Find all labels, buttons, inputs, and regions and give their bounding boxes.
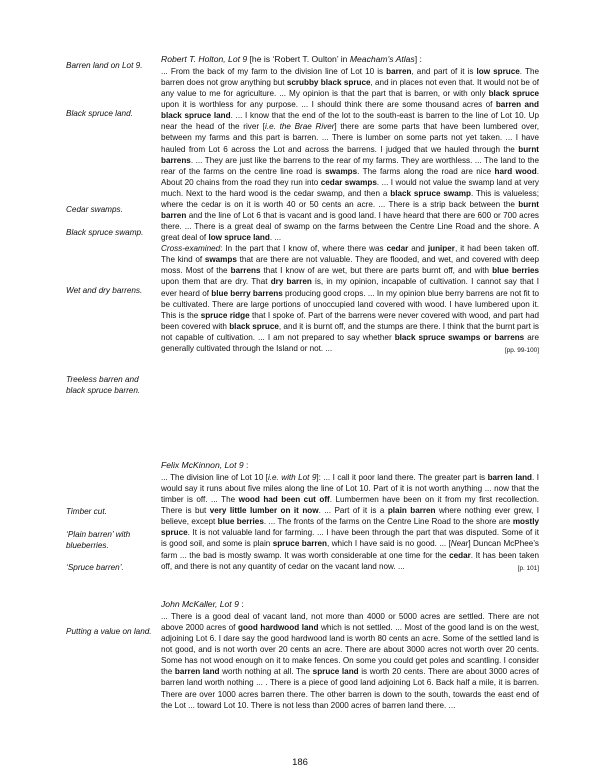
heading-italic: Meacham's Atlas <box>349 54 415 64</box>
emphasis-term: wood had been cut off <box>238 495 330 505</box>
text-run: . It is not valuable land for farming. ... I have been through the part that was disputed. Some of it is good soil, and some is plain <box>161 528 539 549</box>
text-run: is, in my opinion, incapable of cultivation. I cannot say that I ever heard of <box>161 277 540 298</box>
emphasis-term: black spruce swamps or barrens <box>394 332 525 342</box>
text-run: ] there are some parts that have been lumbered over, between my farms and this part is barren. ... There is lumber on some parts not yet taken. ... I have hauled from Lot 6 across the Lot and across the barrens. I judged that we hauled through the <box>161 122 539 154</box>
margin-note: ‘Spruce barren’. <box>66 563 124 572</box>
emphasis-term: very little lumber on it now <box>209 506 319 516</box>
text-run: ] Duncan McPhee’s farm ... the bad is mostly swamp. It was worth considerable at one time for the <box>161 539 539 560</box>
text-run: that are there are not valuable. They are flooded, and wet, and covered with deep moss. Most of the <box>161 255 539 276</box>
text-run: . ... I would not value the swamp land at very much. Next to the hard wood is the cedar swamp, and then a <box>161 177 539 198</box>
text-run: are generally cultivated through the Island or not. ... <box>161 332 539 353</box>
text-run: . I would say it runs about five miles along the line of Lot 10. Part of it is not worth anything ... now that the timber is off. ... The <box>161 473 540 505</box>
text-run: ... From the back of my farm to the division line of Lot 10 is <box>161 67 387 76</box>
margin-note: Black spruce swamp. <box>66 228 144 237</box>
testimony-section <box>161 460 539 574</box>
text-run: ]: ... I call it poor land there. The greater part is <box>316 473 488 482</box>
margin-note: Timber cut. <box>66 507 107 516</box>
paragraph <box>161 243 539 354</box>
emphasis-term: dry barren <box>270 277 312 287</box>
heading-text: : <box>243 460 249 470</box>
text-run: , and it is burnt off, and the stumps are there. I think that the burnt part is not capable of cultivation. ... I am not prepared to say whether <box>161 321 539 342</box>
witness-name: John McKaller, Lot 9 <box>161 599 239 609</box>
text-run: . ... Part of it is a <box>318 506 388 516</box>
margin-note: Treeless barren and black spruce barren. <box>66 375 141 395</box>
text-run: . ... The fronts of the farms on the Centre Line Road to the shore are <box>263 517 513 527</box>
section-heading <box>161 54 539 65</box>
text-run: . About 20 chains from the road they run into <box>161 166 539 187</box>
paragraph <box>161 472 539 572</box>
text-run: and <box>408 244 428 254</box>
emphasis-term: cedar <box>449 550 471 560</box>
emphasis-term: scrubby black spruce <box>286 78 371 88</box>
text-run: upon them that are dry. That <box>161 277 271 287</box>
italic-text: i.e. with Lot 9 <box>267 473 317 482</box>
text-run: . ... I know that the end of the lot to the south-east is barren to the line of Lot 10. Up near the head of the river [ <box>161 111 539 132</box>
text-run: , and in places not even that. It would not be of any value to me for agriculture. ... My opinion is that the part that is barren, or with only <box>161 78 540 99</box>
emphasis-term: blue berries <box>492 266 539 276</box>
page-reference: [pp. 99-100] <box>504 346 539 354</box>
text-run: . It has been taken off, and there is not any quantity of cedar on the vacant land now. ... <box>161 550 539 571</box>
emphasis-term: good hardwood land <box>237 623 319 633</box>
margin-note: Cedar swamps. <box>66 205 123 214</box>
witness-name: Felix McKinnon, Lot 9 <box>161 460 244 470</box>
emphasis-term: hard wood <box>494 166 537 176</box>
emphasis-term: barren <box>386 67 412 76</box>
emphasis-term: barrens <box>230 266 261 276</box>
text-run: that I know of are wet, but there are parts burnt off, and with <box>260 266 493 276</box>
text-run: which is not settled. ... Most of the good land is on the west, adjoining Lot 6. I dare say the good hardwood land is worth 80 cents an acre. Some of the settled land is not good, and is not worth over 20 cents an acre. There are about 3000 acres not worth over 20 cents. Some has not wood enough on it to make fences. On some you could get poles and scantling. I consider the <box>161 623 540 677</box>
emphasis-term: black spruce <box>229 321 279 331</box>
italic-text: Cross-examined <box>161 244 221 254</box>
text-run: and the line of Lot 6 that is vacant and is good land. I have heard that there are 600 or 700 acres there. ... There is a great deal of swamp on the farms between the Centre Line Road and the shore. A great deal of <box>161 211 539 243</box>
emphasis-term: cedar <box>386 244 409 254</box>
emphasis-term: spruce barren <box>272 539 328 549</box>
text-run: , which I have said is no good. ... [ <box>327 539 451 549</box>
emphasis-term: barren land <box>174 667 220 677</box>
emphasis-term: juniper <box>427 244 455 254</box>
text-run: . ... They are just like the barrens to the rear of my farms. They are worthless. ... The land to the rear of the farms on the centre line road is <box>161 155 539 176</box>
emphasis-term: black spruce <box>488 89 539 99</box>
page-reference: [p. 101] <box>517 564 539 572</box>
testimony-section <box>161 599 539 711</box>
text-run: producing good crops. ... In my opinion blue berry barrens are not fit to be cultivated. There are large portions of unoccupied land covered with wood. I have lumbered upon it. This is the <box>161 288 539 320</box>
emphasis-term: burnt barren <box>161 199 539 221</box>
emphasis-term: swamps <box>325 166 358 176</box>
heading-text: ] : <box>414 54 422 64</box>
emphasis-term: cedar swamps <box>320 177 377 187</box>
margin-note: ‘Plain barren’ with blueberries. <box>66 530 131 550</box>
heading-text: : <box>238 599 244 609</box>
emphasis-term: barren land <box>487 473 533 482</box>
margin-note: Barren land on Lot 9. <box>66 61 143 70</box>
italic-text: i.e. the Brae River <box>265 122 335 132</box>
witness-name: Robert T. Holton, Lot 9 <box>161 54 248 64</box>
text-run: . Lumbermen have been on it from my first recollection. There is but <box>161 495 539 516</box>
text-run: ... There is a good deal of vacant land, not more than 4000 or 5000 acres are settled. There are not above 2000 acres of <box>161 612 539 633</box>
emphasis-term: burnt barrens <box>161 144 539 165</box>
text-run: : In the part that I know of, where there was <box>220 244 387 254</box>
emphasis-term: low spruce <box>476 67 520 76</box>
italic-text: Near <box>450 539 469 549</box>
emphasis-term: spruce land <box>312 667 359 677</box>
text-run: . The farms along the road are nice <box>357 166 495 176</box>
text-run: , it had been taken off. The kind of <box>161 244 539 265</box>
section-heading <box>161 599 539 610</box>
margin-note: Black spruce land. <box>66 109 133 118</box>
emphasis-term: black spruce swamp <box>390 188 471 198</box>
section-heading <box>161 460 539 471</box>
paragraph <box>161 66 539 243</box>
text-run: is worth 20 cents. There are about 3000 acres of barren land worth nothing ... . There is a piece of good land adjoining Lot 6. Back half a mile, it is barren. There are over 1000 acres barren there. The other barren is down to the south, towards the east end of the Lot ... toward Lot 10. There is not less than 2000 acres of barren land there. ... <box>161 667 539 710</box>
emphasis-term: blue berries <box>217 517 264 527</box>
emphasis-term: spruce ridge <box>200 310 250 320</box>
emphasis-term: swamps <box>204 255 237 265</box>
emphasis-term: low spruce land <box>208 233 270 243</box>
margin-note: Wet and dry barrens. <box>66 286 143 295</box>
emphasis-term: mostly spruce <box>161 517 540 538</box>
text-run: , and part of it is <box>411 67 477 76</box>
text-run: . The barren does not grow anything but <box>161 67 539 88</box>
text-run: that I spoke of. Part of the barrens were never covered with wood, and part had been covered with <box>161 310 539 331</box>
text-run: worth nothing at all. The <box>219 667 313 677</box>
text-run: upon it is worthless for any purpose. ... I should think there are some thousand acres of <box>161 100 496 110</box>
text-run: . This is valueless; where the cedar is on it is worth 40 or 50 cents an acre. ... There is a strip back between the <box>161 188 539 209</box>
margin-note: Putting a value on land. <box>66 627 152 636</box>
text-run: where nothing ever grew, I believe, except <box>161 506 540 527</box>
emphasis-term: plain barren <box>387 506 436 516</box>
testimony-section <box>161 54 539 356</box>
text-run: . ... <box>269 233 282 243</box>
page-number: 186 <box>292 757 308 768</box>
text-run: ... The division line of Lot 10 [ <box>161 473 268 482</box>
emphasis-term: barren and black spruce land <box>161 100 539 121</box>
paragraph <box>161 611 539 711</box>
heading-text: [he is ‘Robert T. Oulton’ in <box>247 54 350 64</box>
emphasis-term: blue berry barrens <box>211 288 283 298</box>
